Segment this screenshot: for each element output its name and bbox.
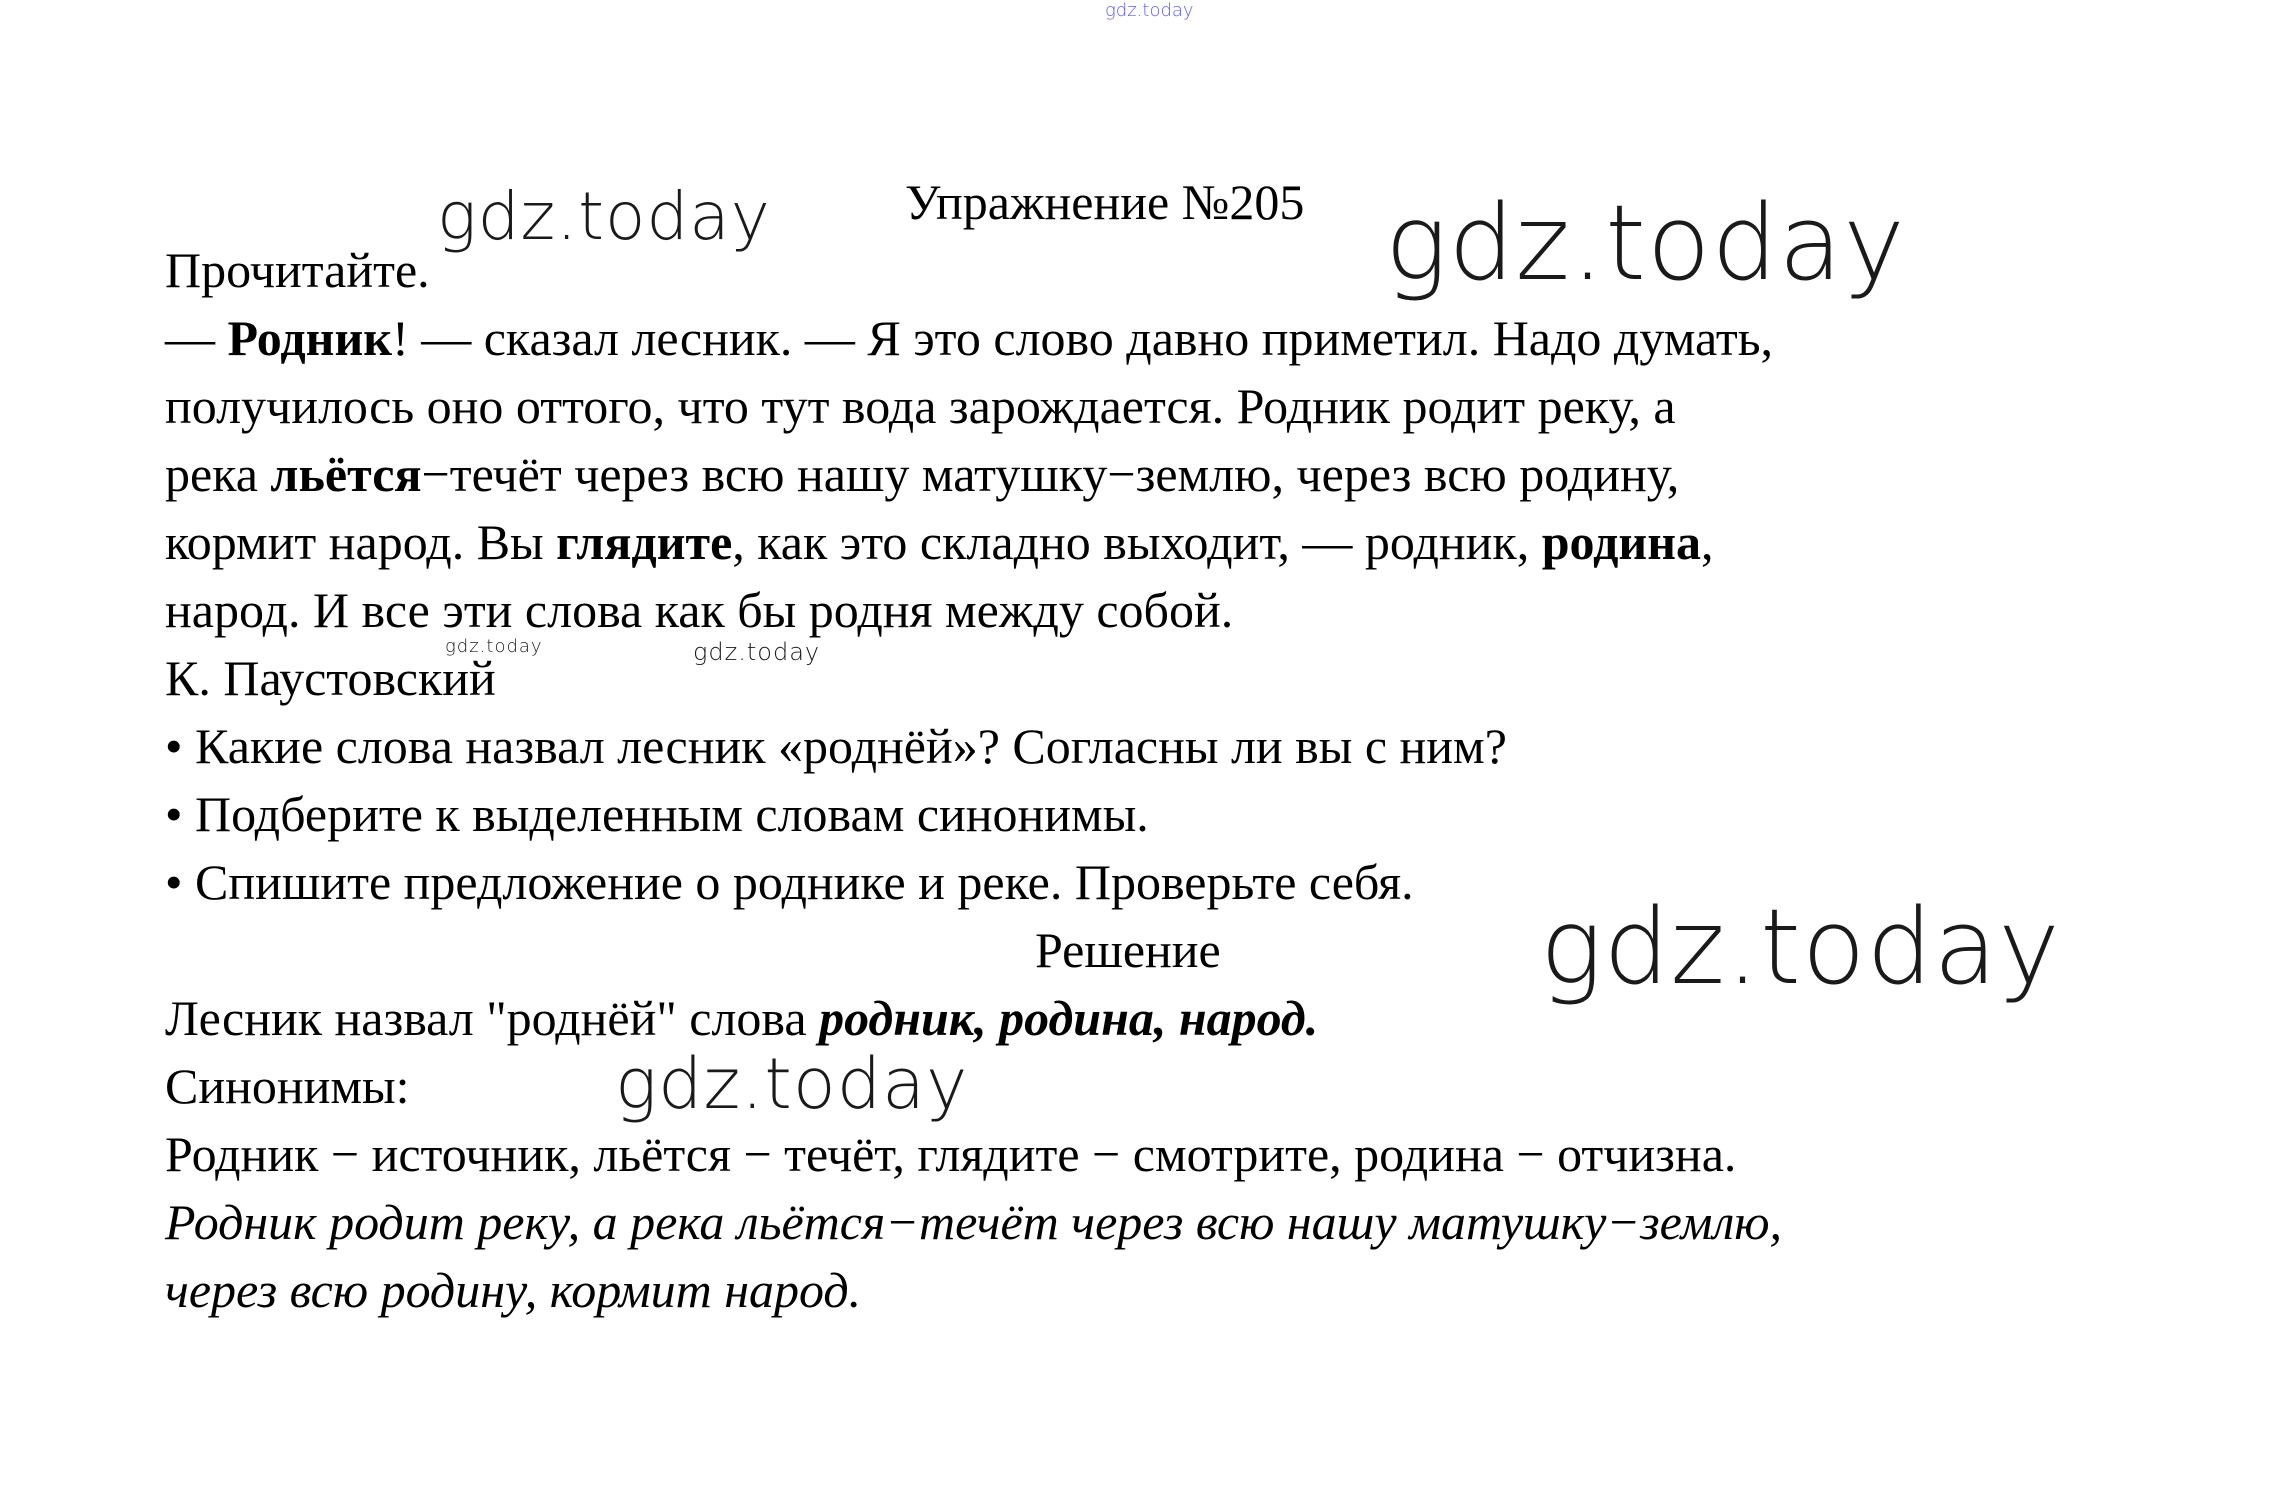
solution-answer	[165, 984, 1318, 1052]
highlighted-word: глядите	[556, 514, 733, 570]
watermark: gdz.today	[693, 638, 821, 666]
copied-sentence-line	[165, 1188, 1782, 1256]
solution-heading: Решение	[1035, 922, 1221, 978]
text-fragment: Лесник назвал "роднёй" слова	[165, 990, 820, 1046]
watermark: gdz.today	[1540, 886, 2061, 1008]
text-fragment: , как это складно выходит, — родник,	[732, 514, 1542, 570]
answer-words: родник, родина, народ.	[819, 990, 1319, 1046]
exercise-text-line: получилось оно оттого, что тут вода зарождается. Родник родит реку, а	[165, 378, 1676, 434]
exercise-title: Упражнение №205	[905, 174, 1305, 230]
synonyms-list: Родник − источник, льётся − течёт, глядите − смотрите, родина − отчизна.	[165, 1126, 1737, 1182]
exercise-text-line: народ. И все эти слова как бы родня между собой.	[165, 582, 1234, 638]
task-item: • Спишите предложение о роднике и реке. Проверьте себя.	[165, 854, 1414, 910]
exercise-author: К. Паустовский	[165, 650, 496, 706]
text-fragment: река	[165, 446, 271, 502]
exercise-text-line	[165, 440, 1679, 508]
exercise-intro: Прочитайте.	[165, 242, 430, 298]
text-fragment: ! — сказал лесник. — Я это слово давно приметил. Надо думать,	[392, 310, 1774, 366]
text-fragment: кормит народ. Вы	[165, 514, 557, 570]
exercise-text-line	[165, 304, 1773, 372]
exercise-text-line	[165, 508, 1714, 576]
text-fragment: —	[165, 310, 228, 366]
task-item: • Подберите к выделенным словам синонимы.	[165, 786, 1149, 842]
watermark: gdz.today	[445, 636, 543, 657]
highlighted-word: льётся	[270, 446, 422, 502]
watermark: gdz.today	[437, 178, 771, 255]
italic-text: через всю родину, кормит народ.	[165, 1262, 862, 1318]
watermark-top: gdz.today	[1105, 0, 1194, 21]
highlighted-word: Родник	[227, 310, 393, 366]
italic-text: Родник родит реку, а река льётся−течёт через всю нашу матушку−землю,	[165, 1194, 1783, 1250]
watermark: gdz.today	[1385, 182, 1906, 304]
watermark: gdz.today	[615, 1043, 969, 1125]
text-fragment: ,	[1701, 514, 1714, 570]
task-item: • Какие слова назвал лесник «роднёй»? Согласны ли вы с ним?	[165, 718, 1507, 774]
text-fragment: −течёт через всю нашу матушку−землю, через всю родину,	[421, 446, 1680, 502]
copied-sentence-line	[165, 1256, 861, 1324]
highlighted-word: родина	[1541, 514, 1701, 570]
synonyms-label: Синонимы:	[165, 1058, 410, 1114]
